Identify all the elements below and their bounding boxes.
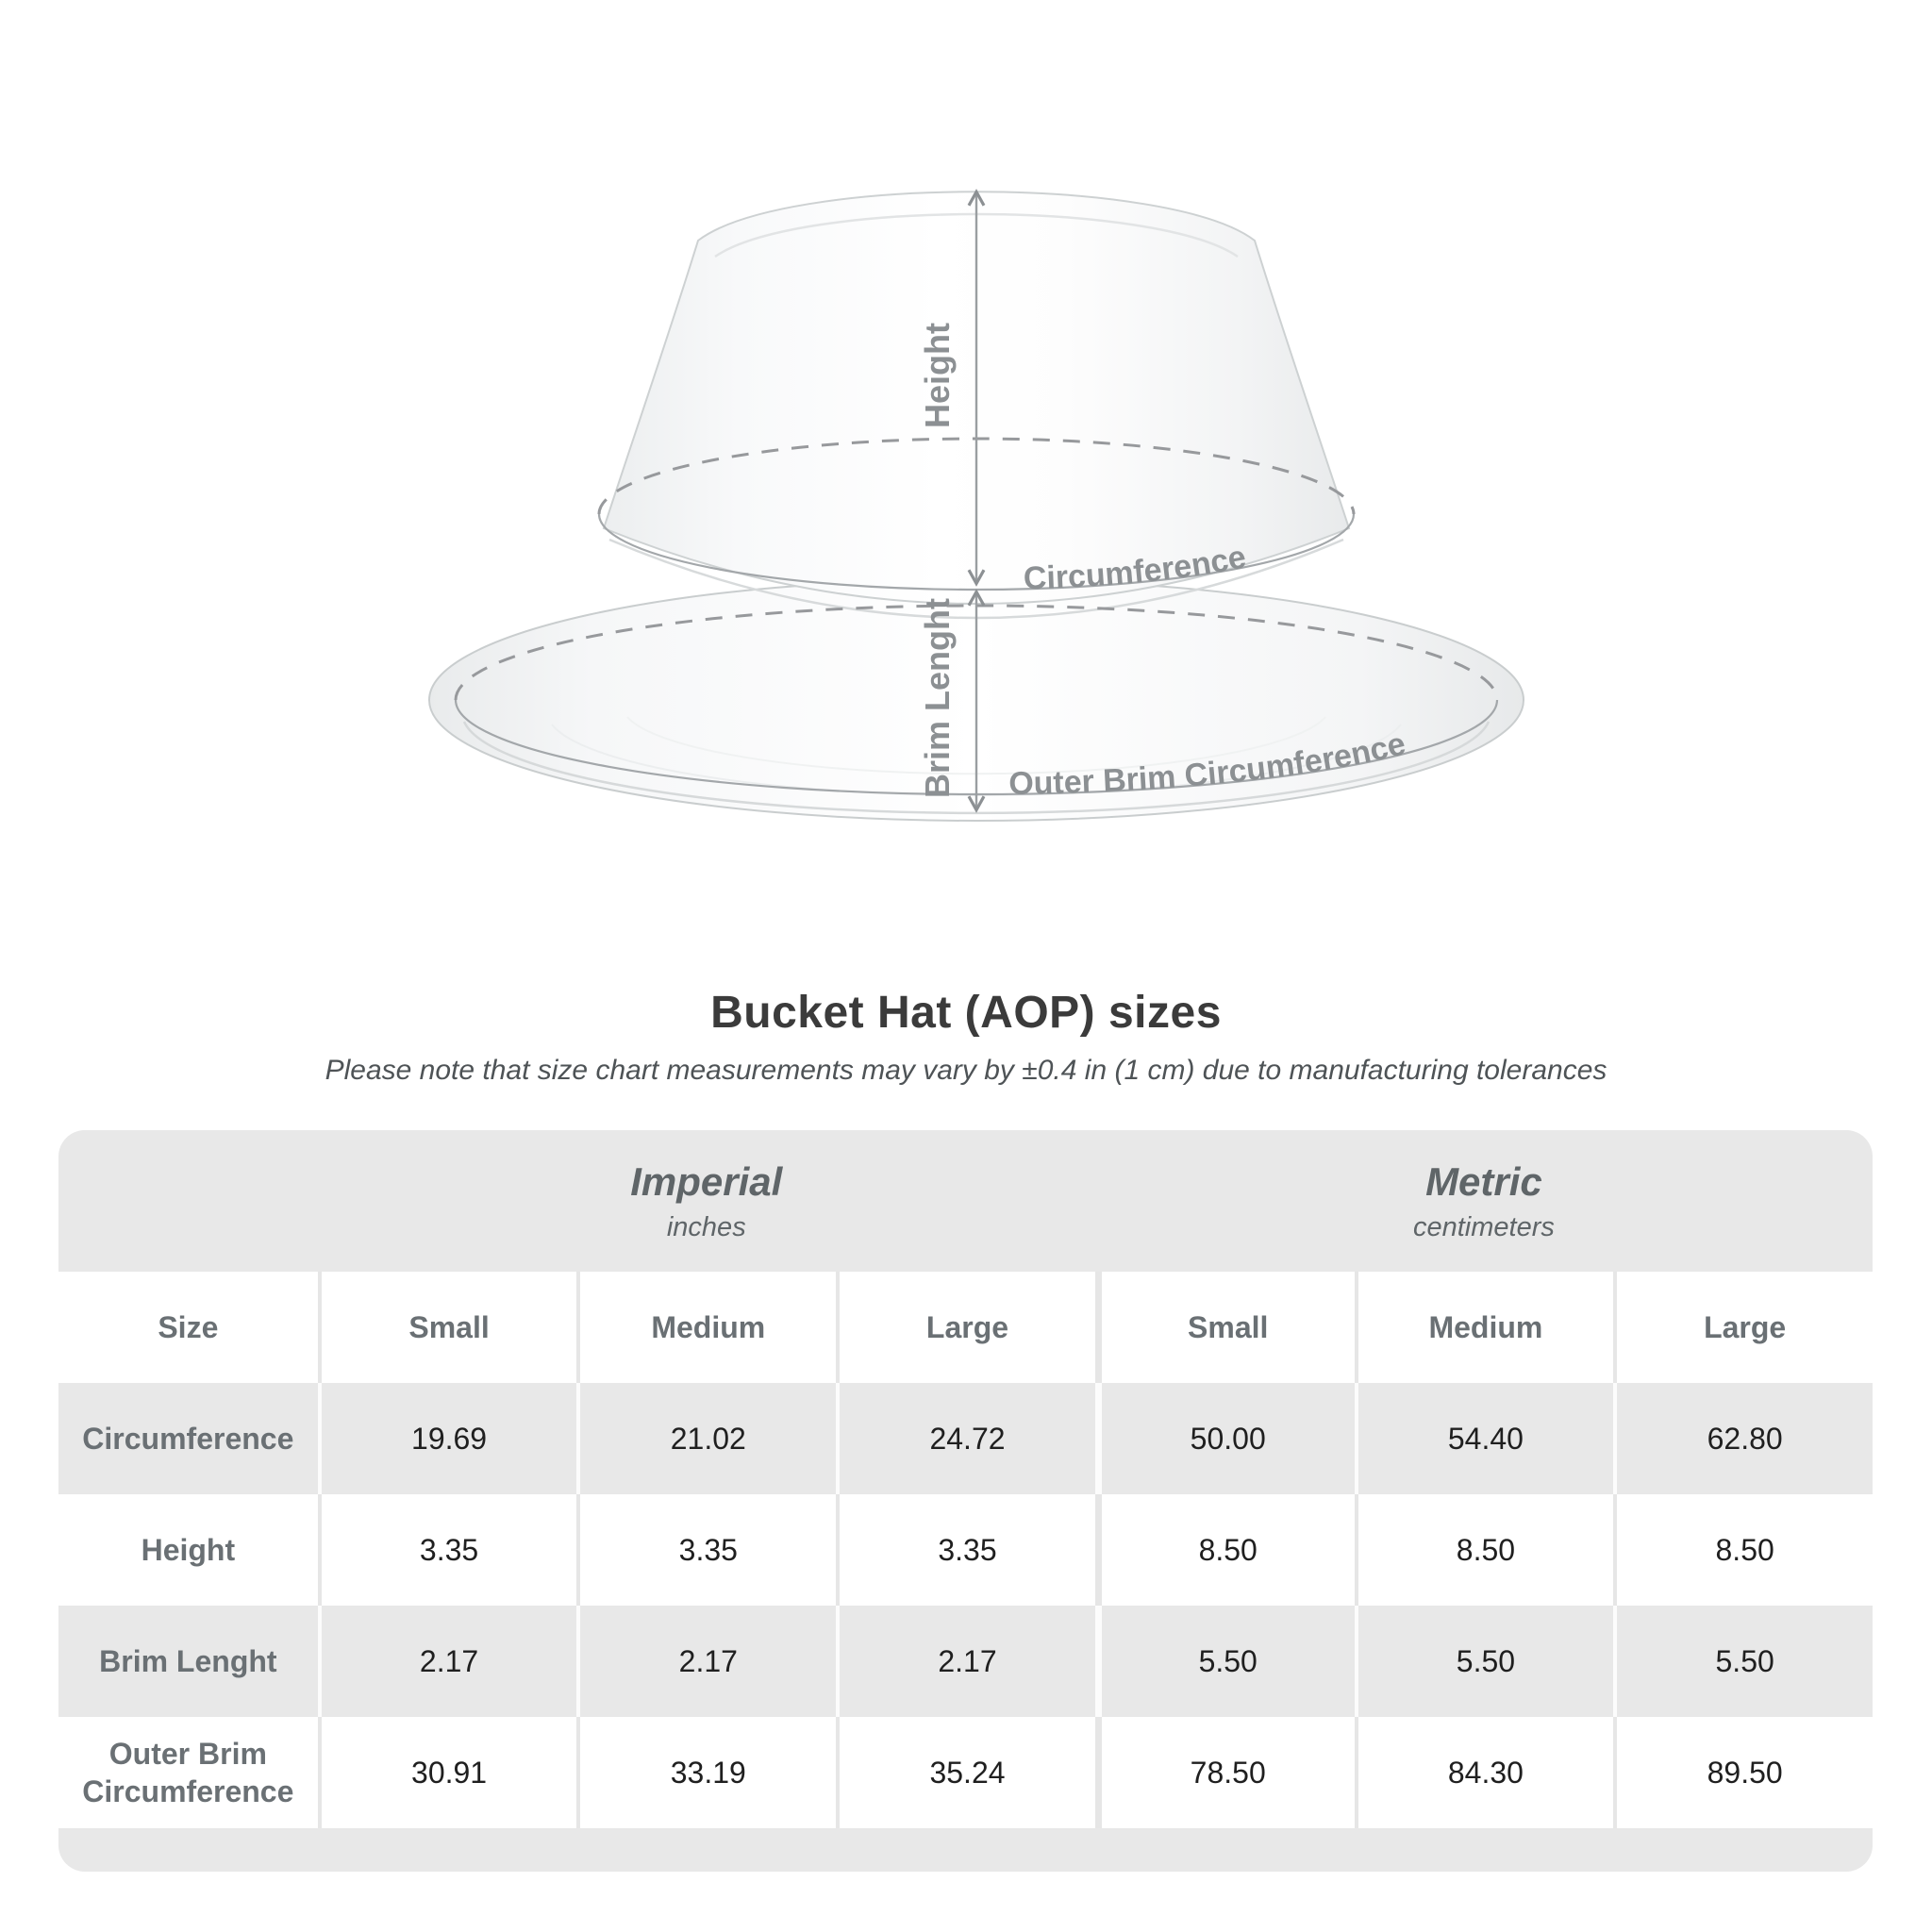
row-label: Height [141, 1533, 236, 1567]
size-value-cell: 5.50 [1095, 1606, 1355, 1717]
column-header-small-metric: Small [1095, 1272, 1355, 1383]
size-value-cell: 8.50 [1355, 1494, 1614, 1606]
unit-group-imperial [318, 1130, 1095, 1272]
column-header-size: Size [158, 1310, 219, 1344]
row-label: Outer Brim Circumference [82, 1737, 294, 1808]
size-value-cell: 2.17 [318, 1606, 577, 1717]
size-value-cell: 89.50 [1613, 1717, 1873, 1828]
row-label: Brim Lenght [99, 1644, 277, 1678]
table-row-brim-length [58, 1606, 1873, 1717]
page-title: Bucket Hat (AOP) sizes [710, 988, 1222, 1038]
metric-unit: centimeters [1412, 1211, 1555, 1242]
size-value-cell: 5.50 [1355, 1606, 1614, 1717]
circumference-label: Circumference [1023, 539, 1249, 597]
size-value-cell: 50.00 [1095, 1383, 1355, 1494]
table-row-height [58, 1494, 1873, 1606]
size-value-cell: 5.50 [1613, 1606, 1873, 1717]
size-value-cell: 3.35 [318, 1494, 577, 1606]
row-label: Circumference [82, 1422, 294, 1456]
unit-header-band [58, 1130, 1873, 1272]
height-label: Height [918, 323, 957, 428]
column-header-small-imperial: Small [318, 1272, 577, 1383]
size-value-cell: 84.30 [1355, 1717, 1614, 1828]
size-value-cell: 24.72 [836, 1383, 1095, 1494]
size-value-cell: 19.69 [318, 1383, 577, 1494]
column-header-row [58, 1272, 1873, 1383]
size-value-cell: 21.02 [576, 1383, 836, 1494]
size-value-cell: 35.24 [836, 1717, 1095, 1828]
size-value-cell: 3.35 [836, 1494, 1095, 1606]
imperial-heading: Imperial [630, 1158, 783, 1204]
hat-diagram [311, 113, 1632, 896]
size-value-cell: 2.17 [576, 1606, 836, 1717]
imperial-unit: inches [666, 1211, 746, 1242]
size-value-cell: 54.40 [1355, 1383, 1614, 1494]
hat-illustration [311, 113, 1632, 896]
size-value-cell: 62.80 [1613, 1383, 1873, 1494]
size-chart-card [58, 1130, 1873, 1872]
page-subtitle: Please note that size chart measurements may vary by ±0.4 in (1 cm) due to manufacturing tolerances [325, 1055, 1607, 1086]
brim-length-label: Brim Lenght [918, 598, 957, 798]
size-value-cell: 8.50 [1095, 1494, 1355, 1606]
size-value-cell: 30.91 [318, 1717, 577, 1828]
size-value-cell: 2.17 [836, 1606, 1095, 1717]
column-header-medium-metric: Medium [1355, 1272, 1614, 1383]
column-header-large-metric: Large [1613, 1272, 1873, 1383]
size-value-cell: 33.19 [576, 1717, 836, 1828]
table-row-outer-brim-circumference [58, 1717, 1873, 1828]
size-value-cell: 3.35 [576, 1494, 836, 1606]
outer-brim-label: Outer Brim Circumference [1008, 725, 1409, 802]
unit-group-metric [1095, 1130, 1873, 1272]
size-value-cell: 78.50 [1095, 1717, 1355, 1828]
metric-heading: Metric [1425, 1158, 1542, 1204]
column-header-large-imperial: Large [836, 1272, 1095, 1383]
size-value-cell: 8.50 [1613, 1494, 1873, 1606]
table-row-circumference [58, 1383, 1873, 1494]
column-header-medium-imperial: Medium [576, 1272, 836, 1383]
card-bottom-strip [58, 1828, 1873, 1872]
